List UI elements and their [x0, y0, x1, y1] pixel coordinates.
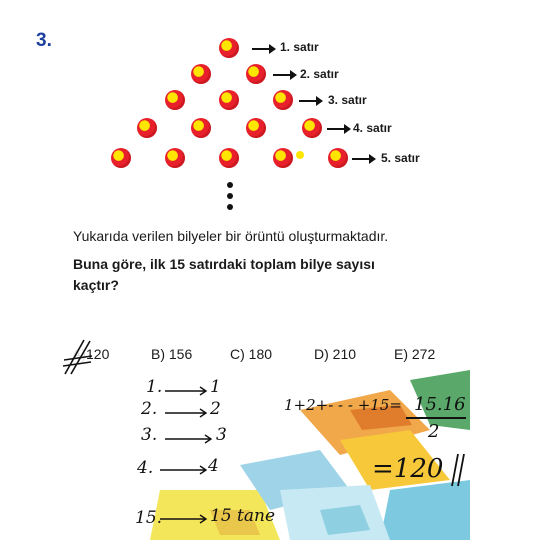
choice-b[interactable]: B) 156 [151, 346, 193, 362]
row-arrow [273, 74, 291, 76]
hand-result-mark [448, 452, 468, 488]
hand-row-3-left: 3. [141, 425, 158, 445]
ball [273, 148, 293, 168]
ball [191, 64, 211, 84]
continuation-dot [227, 182, 233, 188]
hand-row-15-right: 15 tane [210, 506, 276, 526]
ball [137, 118, 157, 138]
hand-row-3-right: 3 [216, 425, 227, 445]
ball [219, 38, 239, 58]
choice-d[interactable]: D) 210 [314, 346, 357, 362]
question-prompt: Buna göre, ilk 15 satırdaki toplam bilye sayısı [73, 256, 375, 272]
hand-arrows [160, 385, 220, 525]
row-arrow [327, 128, 345, 130]
continuation-dot [227, 193, 233, 199]
hand-row-4-left: 4. [137, 458, 154, 478]
ball [165, 90, 185, 110]
hand-fraction-bottom: 2 [428, 421, 440, 442]
ball [246, 64, 266, 84]
row-label-1: 1. satır [280, 40, 319, 54]
hand-row-1-left: 1. [146, 377, 163, 397]
hand-formula: 1+2+- - - +15= [284, 396, 402, 414]
question-text: Yukarıda verilen bilyeler bir örüntü oluşturmaktadır. [73, 228, 389, 244]
question-number: 3. [36, 30, 52, 51]
fraction-bar [406, 417, 466, 419]
choice-e[interactable]: E) 272 [394, 346, 436, 362]
choice-a-text: 120 [86, 346, 110, 362]
ball [111, 148, 131, 168]
hand-fraction-top: 15.16 [414, 394, 466, 415]
row-label-5: 5. satır [381, 151, 420, 165]
ball [191, 118, 211, 138]
ball [273, 90, 293, 110]
hand-row-2-left: 2. [141, 399, 158, 419]
hand-row-4-right: 4 [208, 456, 219, 476]
continuation-dot [227, 204, 233, 210]
ball [165, 148, 185, 168]
ball [219, 90, 239, 110]
row-label-4: 4. satır [353, 121, 392, 135]
choice-a-mark [62, 336, 96, 376]
question-prompt-end: kaçtır? [73, 277, 119, 293]
choice-c[interactable]: C) 180 [230, 346, 273, 362]
ball-small [296, 151, 304, 159]
ball [246, 118, 266, 138]
ball [328, 148, 348, 168]
row-arrow [352, 158, 370, 160]
ball [302, 118, 322, 138]
hand-row-2-right: 2 [210, 399, 221, 419]
row-label-2: 2. satır [300, 67, 339, 81]
choice-a-label: A) [72, 346, 86, 362]
row-label-3: 3. satır [328, 93, 367, 107]
hand-row-15-left: 15. [135, 508, 163, 528]
hand-row-1-right: 1 [210, 377, 221, 397]
row-arrow [252, 48, 270, 50]
row-arrow [299, 100, 317, 102]
ball [219, 148, 239, 168]
hand-result: =120 [372, 454, 444, 484]
